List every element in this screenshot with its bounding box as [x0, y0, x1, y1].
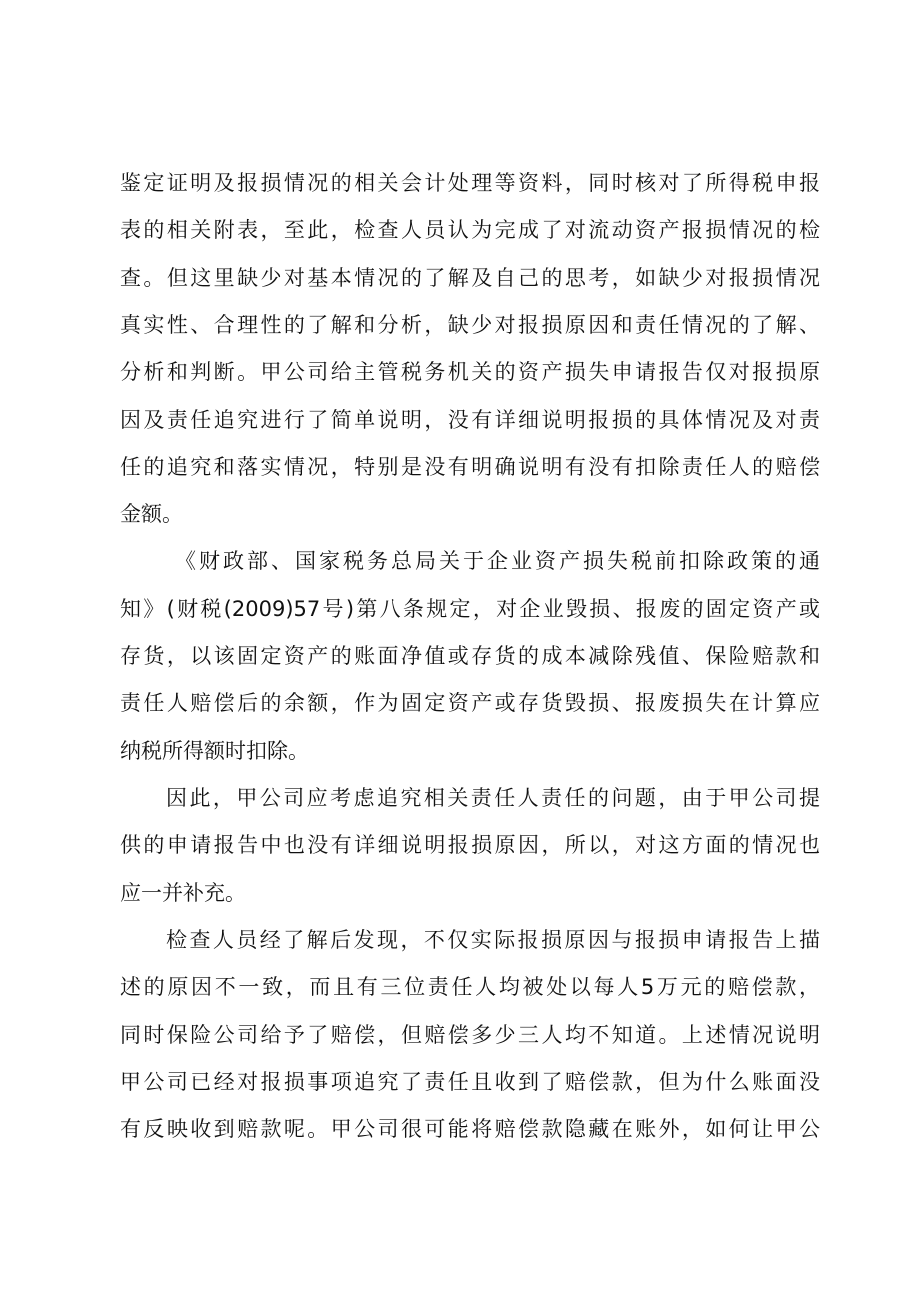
- paragraph-2-line-1: 《财政部、国家税务总局关于企业资产损失税前扣除政策的通: [175, 549, 820, 573]
- paragraph-1-line-2: 表的相关附表，至此，检查人员认为完成了对流动资产报损情况的检: [120, 218, 820, 242]
- paragraph-2-line-4: 责任人赔偿后的余额，作为固定资产或存货毁损、报废损失在计算应: [120, 691, 820, 715]
- paragraph-2-line-3: 存货，以该固定资产的账面净值或存货的成本减除残值、保险赔款和: [120, 644, 820, 668]
- paragraph-1-line-5: 分析和判断。甲公司给主管税务机关的资产损失申请报告仅对报损原: [120, 360, 820, 384]
- paragraph-2-line-5: 纳税所得额时扣除。: [120, 739, 309, 763]
- paragraph-1-line-8: 金额。: [120, 502, 183, 526]
- paragraph-4-line-5: 有反映收到赔款呢。甲公司很可能将赔偿款隐藏在账外，如何让甲公: [120, 1117, 820, 1141]
- paragraph-4-line-4: 甲公司已经对报损事项追究了责任且收到了赔偿款，但为什么账面没: [120, 1070, 820, 1094]
- paragraph-2-line-2: 知》(财税(2009)57号)第八条规定，对企业毁损、报废的固定资产或: [120, 597, 820, 621]
- paragraph-3-line-3: 应一并补充。: [120, 881, 246, 905]
- paragraph-1-line-4: 真实性、合理性的了解和分析，缺少对报损原因和责任情况的了解、: [120, 313, 820, 337]
- paragraph-3-line-2: 供的申请报告中也没有详细说明报损原因，所以，对这方面的情况也: [120, 833, 820, 857]
- paragraph-4-line-1: 检查人员经了解后发现，不仅实际报损原因与报损申请报告上描: [166, 928, 820, 952]
- paragraph-3-line-1: 因此，甲公司应考虑追究相关责任人责任的问题，由于甲公司提: [166, 786, 820, 810]
- paragraph-1-line-3: 查。但这里缺少对基本情况的了解及自己的思考，如缺少对报损情况: [120, 266, 820, 290]
- paragraph-4-line-3: 同时保险公司给予了赔偿，但赔偿多少三人均不知道。上述情况说明: [120, 1023, 820, 1047]
- paragraph-4-line-2: 述的原因不一致，而且有三位责任人均被处以每人5万元的赔偿款，: [120, 975, 820, 999]
- paragraph-1-line-6: 因及责任追究进行了简单说明，没有详细说明报损的具体情况及对责: [120, 408, 820, 432]
- paragraph-1-line-7: 任的追究和落实情况，特别是没有明确说明有没有扣除责任人的赔偿: [120, 455, 820, 479]
- paragraph-1-line-1: 鉴定证明及报损情况的相关会计处理等资料，同时核对了所得税申报: [120, 171, 820, 195]
